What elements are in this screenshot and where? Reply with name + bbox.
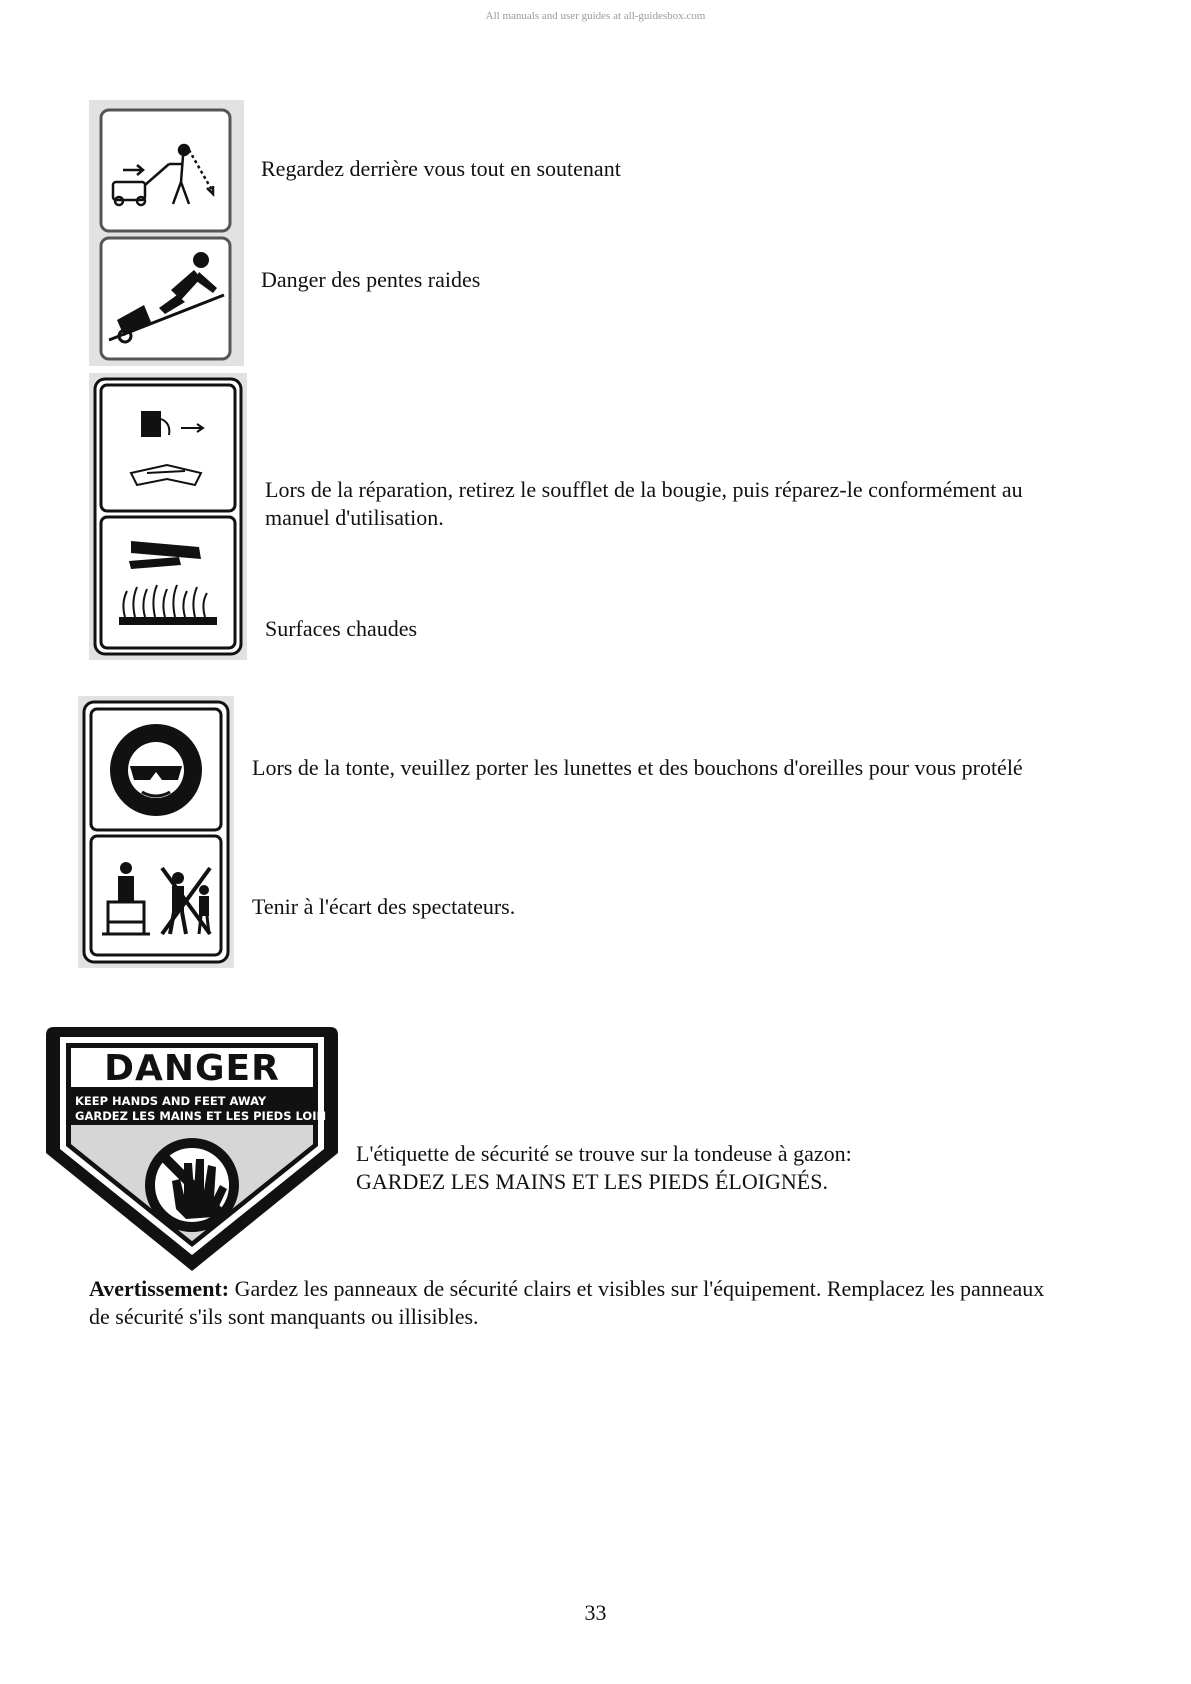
- decal-label-spark-plug: Lors de la réparation, retirez le soufflet de la bougie, puis réparez-le conformément au manuel d'utilisation.: [265, 477, 1023, 530]
- safety-decal-panel-3: [78, 696, 234, 968]
- safety-decal-panel-1: [89, 100, 244, 366]
- no-hand-icon: [142, 1135, 242, 1235]
- warning-text: Gardez les panneaux de sécurité clairs et visibles sur l'équipement. Remplacez les panneaux de sécurité s'ils sont manquants ou illisibles.: [89, 1276, 1045, 1329]
- decal-label-eye-ear-protection: Lors de la tonte, veuillez porter les lunettes et des bouchons d'oreilles pour vous protélé: [252, 755, 1023, 780]
- decal-label-bystanders: Tenir à l'écart des spectateurs.: [252, 894, 516, 919]
- decal-label-look-behind: Regardez derrière vous tout en soutenant: [261, 156, 621, 181]
- safety-decal-panel-2: [89, 373, 247, 660]
- danger-line-french: GARDEZ LES MAINS ET LES PIEDS LOIN: [75, 1109, 327, 1123]
- danger-caption-line1: L'étiquette de sécurité se trouve sur la tondeuse à gazon:: [356, 1141, 852, 1166]
- danger-caption-line2: GARDEZ LES MAINS ET LES PIEDS ÉLOIGNÉS.: [356, 1169, 828, 1194]
- danger-line-english: KEEP HANDS AND FEET AWAY: [75, 1094, 267, 1108]
- decal-label-steep-slopes: Danger des pentes raides: [261, 267, 481, 292]
- danger-sign: [44, 1025, 340, 1273]
- decal-label-hot-surfaces: Surfaces chaudes: [265, 616, 418, 641]
- danger-title: DANGER: [104, 1048, 280, 1089]
- eye-ear-protection-icon: [110, 724, 202, 816]
- page-number: 33: [584, 1600, 607, 1625]
- warning-paragraph: [89, 1275, 1049, 1331]
- warning-label: Avertissement:: [89, 1276, 230, 1301]
- watermark: All manuals and user guides at all-guidesbox.com: [485, 10, 706, 22]
